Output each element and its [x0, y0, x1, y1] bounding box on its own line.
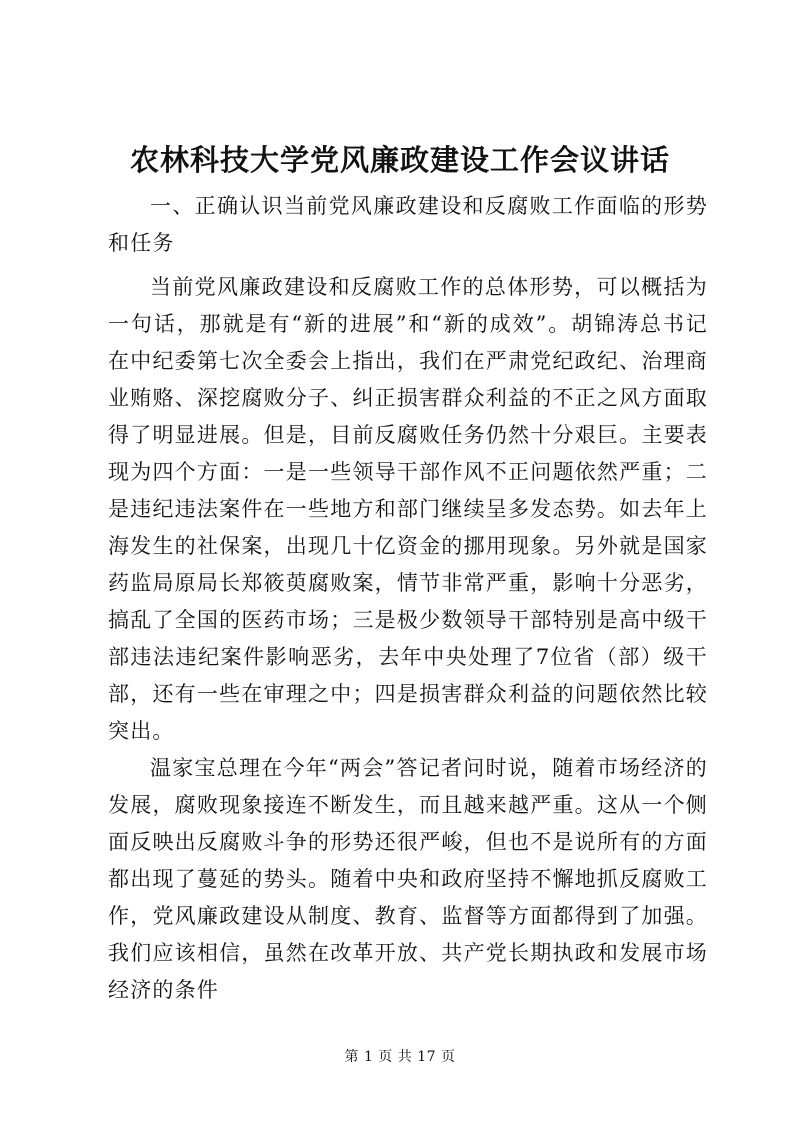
document-title: 农林科技大学党风廉政建设工作会议讲话 — [129, 143, 670, 177]
section-heading: 一、正确认识当前党风廉政建设和反腐败工作面临的形势和任务 — [108, 194, 708, 255]
document-body — [108, 188, 708, 1009]
body-paragraph: 当前党风廉政建设和反腐败工作的总体形势，可以概括为一句话，那就是有“新的进展”和“新的成效”。胡锦涛总书记在中纪委第七次全委会上指出，我们在严肃党纪政纪、治理商业贿赂、深挖腐败分子、纠正损害群众利益的不正之风方面取得了明显进展。但是，目前反腐败任务仍然十分艰巨。主要表现为四个方面：一是一些领导干部作风不正问题依然严重；二是违纪违法案件在一些地方和部门继续呈多发态势。如去年上海发生的社保案，出现几十亿资金的挪用现象。另外就是国家药监局原局长郑筱萸腐败案，情节非常严重，影响十分恶劣，搞乱了全国的医药市场；三是极少数领导干部特别是高中级干部违法违纪案件影响恶劣，去年中央处理了7位省（部）级干部，还有一些在审理之中；四是损害群众利益的问题依然比较突出。 — [108, 275, 708, 743]
page-footer: 第 1 页 共 17 页 — [344, 1049, 456, 1065]
body-paragraph: 温家宝总理在今年“两会”答记者问时说，随着市场经济的发展，腐败现象接连不断发生，而且越来越严重。这从一个侧面反映出反腐败斗争的形势还很严峻，但也不是说所有的方面都出现了蔓延的势头。随着中央和政府坚持不懈地抓反腐败工作，党风廉政建设从制度、教育、监督等方面都得到了加强。我们应该相信，虽然在改革开放、共产党长期执政和发展市场经济的条件 — [108, 756, 708, 1002]
